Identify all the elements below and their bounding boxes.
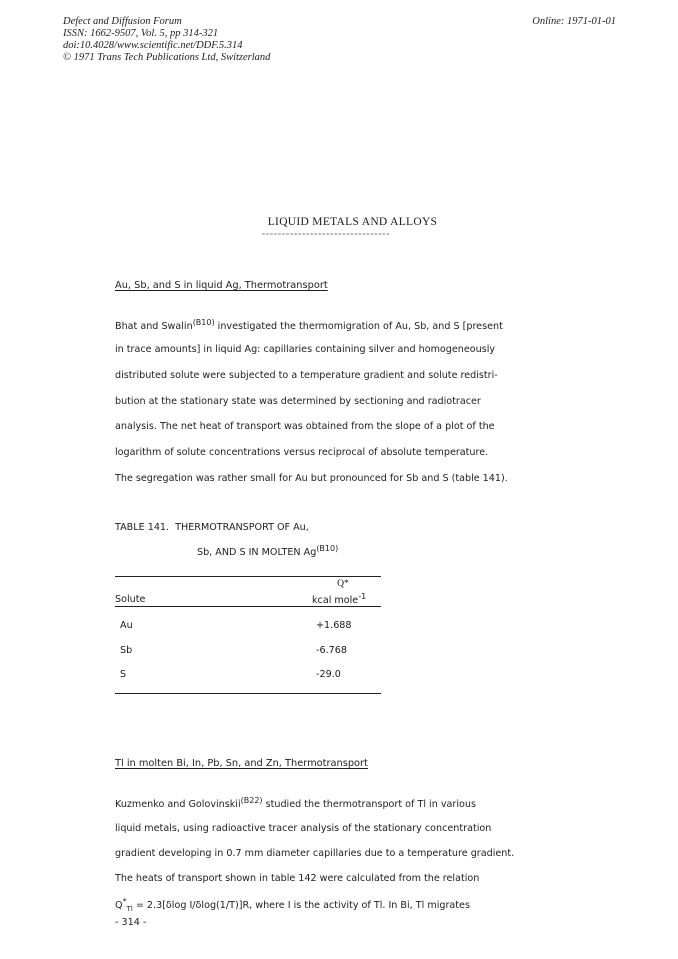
cell-q: -6.768	[316, 645, 347, 656]
formula-line: $Q^*_{Tl} = 2.3[\delta\log$ I/δlog(1/T)]R, where I is the activity of Tl. In Bi, Tl migrates	[115, 897, 470, 914]
paragraph-line: Kuzmenko and Golovinskii$^{(B22)}$ studied the thermotransport of Tl in various	[115, 796, 476, 811]
cell-solute: Sb	[120, 645, 133, 656]
paragraph-line: analysis. The net heat of transport was obtained from the slope of a plot of the	[115, 421, 495, 432]
journal-name: Defect and Diffusion Forum	[63, 16, 182, 27]
paragraph-line: The segregation was rather small for Au but pronounced for Sb and S (table 141).	[115, 473, 508, 484]
cell-q: -29.0	[316, 669, 341, 680]
paragraph-line: gradient developing in 0.7 mm diameter capillaries due to a temperature gradient.	[115, 848, 515, 859]
chapter-title: LIQUID METALS AND ALLOYS	[267, 216, 438, 228]
paragraph-line: logarithm of solute concentrations versus reciprocal of absolute temperature.	[115, 447, 489, 458]
issn: ISSN: 1662-9507, Vol. 5, pp 314-321	[63, 28, 219, 39]
column-header-q-star: Q*	[337, 578, 349, 589]
table-caption: TABLE 141. THERMOTRANSPORT OF Au,	[115, 522, 309, 533]
paragraph-line: in trace amounts] in liquid Ag: capillaries containing silver and homogeneously	[115, 344, 496, 355]
chapter-title-underline: ================================	[262, 232, 391, 238]
page-number: - 314 -	[115, 917, 147, 928]
section-heading-tl: Tl in molten Bi, In, Pb, Sn, and Zn, Thermotransport	[115, 758, 368, 769]
column-header-q-unit: kcal mole$^{-1}$	[312, 592, 367, 607]
cell-solute: S	[120, 669, 127, 680]
paragraph-line: Bhat and Swalin$^{(B10)}$ investigated the thermomigration of Au, Sb, and S [present	[115, 318, 503, 333]
section-heading-au-sb-s: Au, Sb, and S in liquid Ag, Thermotransport	[115, 280, 328, 291]
paragraph-line: distributed solute were subjected to a temperature gradient and solute redistri-	[115, 370, 498, 381]
doi: doi:10.4028/www.scientific.net/DDF.5.314	[63, 40, 243, 51]
paragraph-line: liquid metals, using radioactive tracer analysis of the stationary concentration	[115, 823, 492, 834]
table-bottom-rule	[115, 693, 381, 694]
online-date: Online: 1971-01-01	[532, 16, 616, 27]
table-caption-continued: Sb, AND S IN MOLTEN $Ag^{(B10)}$	[197, 544, 339, 559]
cell-q: +1.688	[316, 620, 352, 631]
paragraph-line: bution at the stationary state was determined by sectioning and radiotracer	[115, 396, 481, 407]
table-header-rule	[115, 606, 381, 607]
column-header-solute: Solute	[115, 594, 146, 605]
table-top-rule	[115, 576, 381, 577]
paragraph-line: The heats of transport shown in table 142 were calculated from the relation	[115, 873, 480, 884]
cell-solute: Au	[120, 620, 133, 631]
copyright: © 1971 Trans Tech Publications Ltd, Switzerland	[63, 52, 271, 63]
